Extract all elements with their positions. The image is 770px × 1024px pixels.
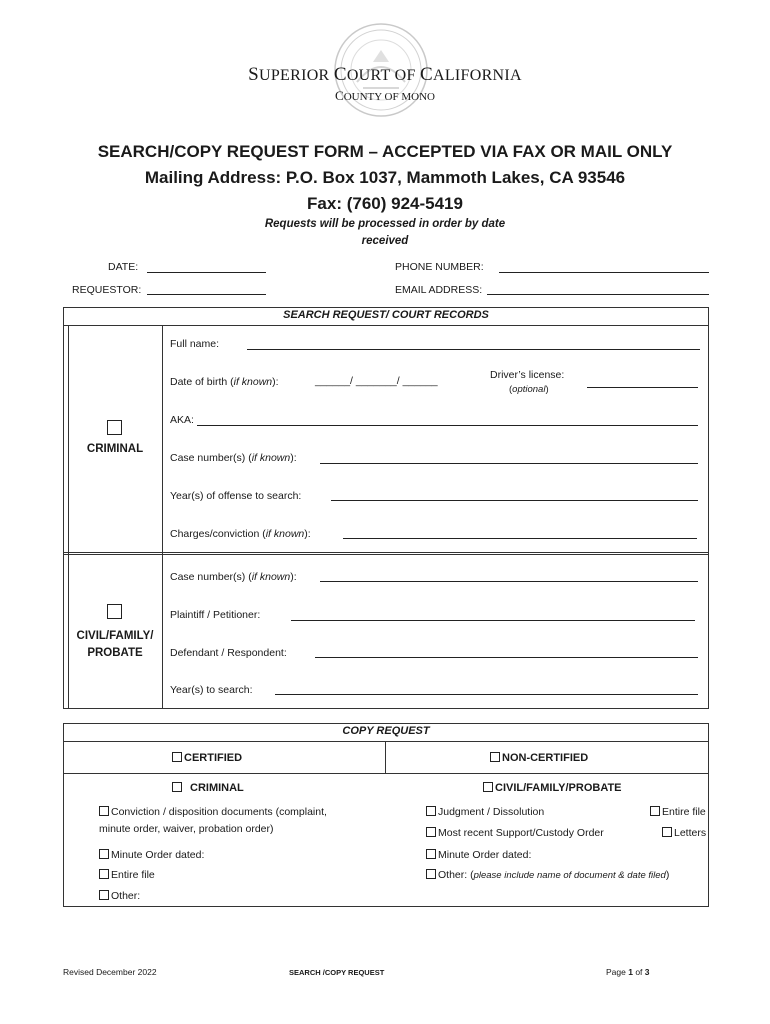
judgment-checkbox[interactable] xyxy=(426,806,436,816)
years-search-label: Year(s) to search: xyxy=(170,684,253,696)
dob-field[interactable]: ______/ _______/ ______ xyxy=(315,375,438,387)
other-civil-option[interactable]: Other: (please include name of document & date filed) xyxy=(426,867,669,884)
minute-order-checkbox[interactable] xyxy=(99,849,109,859)
dob-label: Date of birth (if known): xyxy=(170,376,279,388)
other-checkbox[interactable] xyxy=(99,890,109,900)
phone-field[interactable] xyxy=(499,272,709,273)
years-offense-label: Year(s) of offense to search: xyxy=(170,490,302,502)
search-column-divider xyxy=(162,325,163,709)
other-option[interactable]: Other: xyxy=(99,888,140,905)
copy-header-divider xyxy=(63,741,709,742)
copy-criminal-option[interactable]: CRIMINAL xyxy=(172,782,244,794)
search-section-header: SEARCH REQUEST/ COURT RECORDS xyxy=(283,309,489,321)
email-label: EMAIL ADDRESS: xyxy=(395,284,483,296)
criminal-case-number-label: Case number(s) (if known): xyxy=(170,452,297,464)
copy-civil-checkbox[interactable] xyxy=(483,782,493,792)
aka-field[interactable] xyxy=(197,425,698,426)
defendant-field[interactable] xyxy=(315,657,698,658)
aka-label: AKA: xyxy=(170,414,194,426)
processing-note: Requests will be processed in order by date received xyxy=(264,218,506,247)
court-name: SUPERIOR COURT OF CALIFORNIA xyxy=(248,64,522,85)
criminal-case-number-field[interactable] xyxy=(320,463,698,464)
letters-option[interactable]: Letters xyxy=(662,825,706,842)
county-name: COUNTY OF MONO xyxy=(335,88,435,103)
search-double-divider xyxy=(63,552,709,555)
charges-field[interactable] xyxy=(343,538,697,539)
copy-column-divider xyxy=(385,741,386,773)
requestor-label: REQUESTOR: xyxy=(72,284,142,296)
revised-date: Revised December 2022 xyxy=(63,967,157,977)
plaintiff-field[interactable] xyxy=(291,620,695,621)
criminal-checkbox[interactable] xyxy=(107,420,122,435)
phone-label: PHONE NUMBER: xyxy=(395,261,484,273)
search-header-divider xyxy=(63,325,709,326)
certified-option[interactable]: CERTIFIED xyxy=(172,752,242,764)
criminal-label: CRIMINAL xyxy=(86,443,144,455)
footer-form-name: SEARCH /COPY REQUEST xyxy=(289,968,385,977)
full-name-label: Full name: xyxy=(170,338,220,350)
conviction-checkbox[interactable] xyxy=(99,806,109,816)
plaintiff-label: Plaintiff / Petitioner: xyxy=(170,609,261,621)
copy-civil-option[interactable]: CIVIL/FAMILY/PROBATE xyxy=(483,782,622,794)
entire-file-option[interactable]: Entire file xyxy=(99,867,155,884)
copy-section-header: COPY REQUEST xyxy=(342,725,430,737)
page-number: Page 1 of 3 xyxy=(606,967,650,977)
full-name-field[interactable] xyxy=(247,349,700,350)
support-order-option[interactable]: Most recent Support/Custody Order xyxy=(426,825,604,842)
drivers-license-label: Driver’s license: xyxy=(490,369,565,381)
entire-file-civil-option[interactable]: Entire file xyxy=(650,804,706,821)
charges-label: Charges/conviction (if known): xyxy=(170,528,311,540)
mailing-address: Mailing Address: P.O. Box 1037, Mammoth Lakes, CA 93546 xyxy=(144,168,626,187)
years-offense-field[interactable] xyxy=(331,500,698,501)
minute-order-civil-checkbox[interactable] xyxy=(426,849,436,859)
minute-order-option[interactable]: Minute Order dated: xyxy=(99,847,204,864)
date-field[interactable] xyxy=(147,272,266,273)
copy-subheader-divider xyxy=(63,773,709,774)
date-label: DATE: xyxy=(108,261,139,273)
other-civil-checkbox[interactable] xyxy=(426,869,436,879)
support-order-checkbox[interactable] xyxy=(426,827,436,837)
civil-label: CIVIL/FAMILY/ PROBATE xyxy=(76,630,154,659)
fax-number: Fax: (760) 924-5419 xyxy=(307,194,463,213)
civil-case-number-label: Case number(s) (if known): xyxy=(170,571,297,583)
non-certified-option[interactable]: NON-CERTIFIED xyxy=(490,752,588,764)
letters-checkbox[interactable] xyxy=(662,827,672,837)
non-certified-checkbox[interactable] xyxy=(490,752,500,762)
minute-order-civil-option[interactable]: Minute Order dated: xyxy=(426,847,531,864)
conviction-documents-option[interactable]: Conviction / disposition documents (complaint, minute order, waiver, probation order) xyxy=(99,806,327,835)
entire-file-civil-checkbox[interactable] xyxy=(650,806,660,816)
drivers-license-field[interactable] xyxy=(587,387,698,388)
drivers-license-optional: (optional) xyxy=(509,384,549,395)
civil-case-number-field[interactable] xyxy=(320,581,698,582)
defendant-label: Defendant / Respondent: xyxy=(170,647,287,659)
civil-checkbox[interactable] xyxy=(107,604,122,619)
certified-checkbox[interactable] xyxy=(172,752,182,762)
form-title: SEARCH/COPY REQUEST FORM – ACCEPTED VIA FAX OR MAIL ONLY xyxy=(97,142,673,161)
judgment-option[interactable]: Judgment / Dissolution xyxy=(426,804,544,821)
email-field[interactable] xyxy=(487,294,709,295)
years-search-field[interactable] xyxy=(275,694,698,695)
requestor-field[interactable] xyxy=(147,294,266,295)
copy-criminal-checkbox[interactable] xyxy=(172,782,182,792)
entire-file-checkbox[interactable] xyxy=(99,869,109,879)
